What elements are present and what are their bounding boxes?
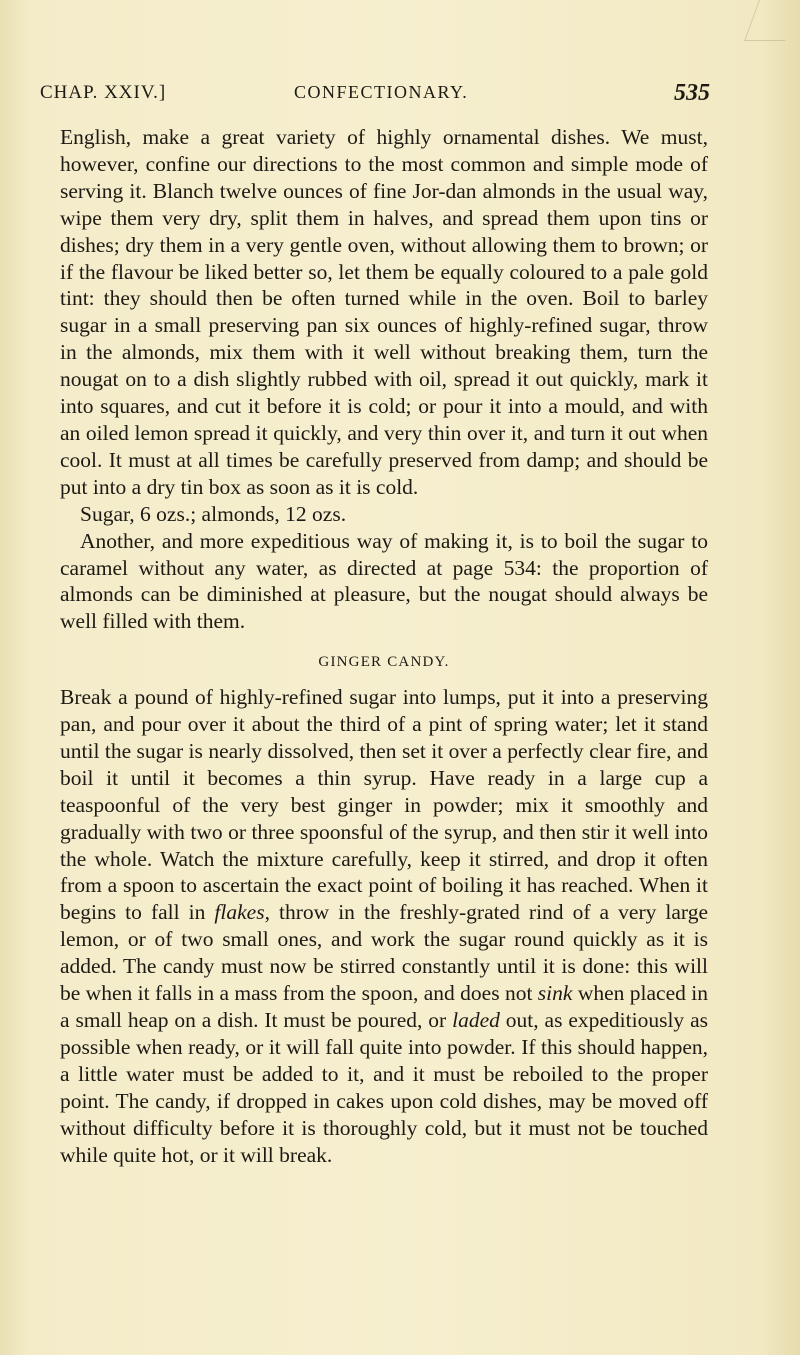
page-corner-fold [744, 0, 800, 41]
page-body [60, 124, 708, 1168]
chapter-label: CHAP. XXIV.] [40, 82, 167, 103]
paragraph-nougat-alternative: Another, and more expeditious way of making it, is to boil the sugar to caramel without any water, as directed at page 534: the proportion of almonds can be diminished at pleasure, but the nougat should always be well filled with them. [60, 528, 708, 634]
page-number: 535 [674, 80, 710, 106]
paragraph-nougat-continued: English, make a great variety of highly ornamental dishes. We must, however, confine our directions to the most common and simple mode of serving it. Blanch twelve ounces of fine Jor-dan almonds in the usual way, wipe them very dry, split them in halves, and spread them upon tins or dishes; dry them in a very gentle oven, without allowing them to brown; or if the flavour be liked better so, let them be equally coloured to a pale gold tint: they should then be often turned while in the oven. Boil to barley sugar in a small preserving pan six ounces of highly-refined sugar, throw in the almonds, mix them with it well without breaking them, turn the nougat on to a dish slightly rubbed with oil, spread it out quickly, mark it into squares, and cut it before it is cold; or pour it into a mould, and with an oiled lemon spread it quickly, and very thin over it, and turn it out when cool. It must at all times be carefully preserved from damp; and should be put into a dry tin box as soon as it is cold. [60, 125, 708, 499]
text-run: , throw in the freshly-grated rind of a very large lemon, or of two small ones, and work the sugar round quickly as it is added. The candy must now be stirred constantly until it is done: this will be when it falls in a mass from the spoon, and does not [60, 900, 708, 1006]
running-header [40, 82, 710, 112]
paragraph-ginger-candy [60, 684, 708, 1168]
italic-word: flakes [214, 900, 265, 925]
italic-word: sink [537, 981, 573, 1006]
recipe-heading: GINGER CANDY. [318, 654, 450, 671]
italic-word: laded [452, 1008, 500, 1032]
ingredients-line: Sugar, 6 ozs.; almonds, 12 ozs. [80, 501, 347, 526]
text-run: when placed in a small heap on a dish. It must be poured, or [60, 981, 708, 1032]
text-run: out, as expeditiously as possible when ready, or it will fall quite into powder. If this should happen, a little water must be added to it, and it must be reboiled to the proper point. The candy, if dropped in cakes upon cold dishes, may be moved off without difficulty before it is thoroughly cold, but it must not be touched while quite hot, or it will break. [60, 1008, 708, 1167]
text-run: Break a pound of highly-refined sugar into lumps, put it into a preserving pan, and pour over it about the third of a pint of spring water; let it stand until the sugar is nearly dissolved, then set it over a perfectly clear fire, and boil it until it becomes a thin syrup. Have ready in a large cup a teaspoonful of the very best ginger in powder; mix it smoothly and gradually with two or three spoonsful of the syrup, and then stir it well into the whole. Watch the mixture carefully, keep it stirred, and drop it often from a spoon to ascertain the exact point of boiling it has reached. When it begins to fall in [60, 685, 708, 925]
section-title: CONFECTIONARY. [294, 82, 469, 102]
